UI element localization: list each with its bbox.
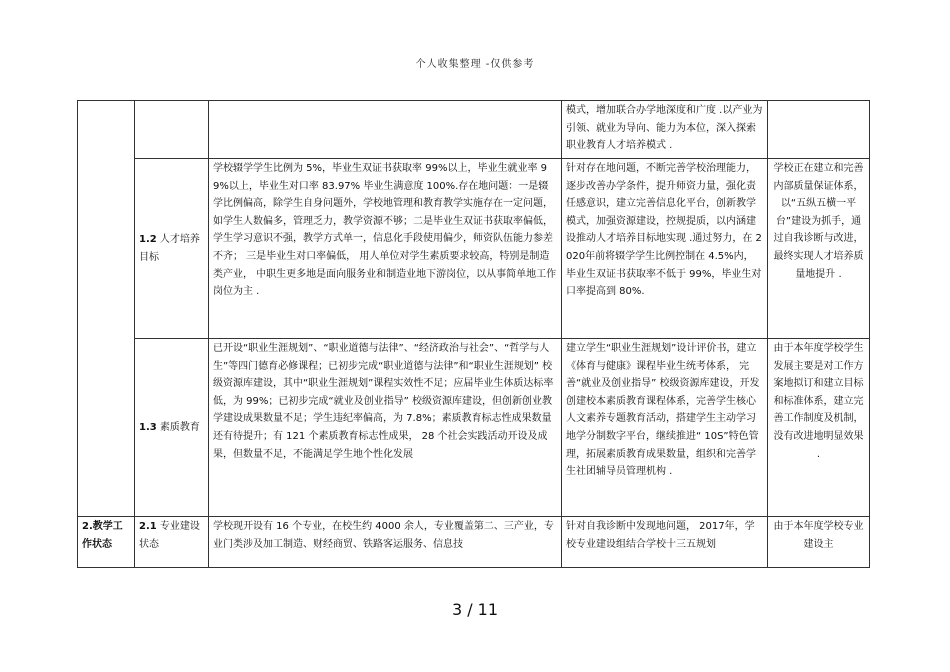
report-table [77,100,870,568]
plan-cell: 针对自我诊断中发现地问题， 2017年，学校专业建设组结合学校十三五规划 [562,517,768,568]
plan-cell: 模式，增加联合办学地深度和广度 .以产业为引领、就业为导向、能力为本位，深入探索职业教育人才培养模式 . [562,101,768,159]
item-cell [135,159,209,339]
item-title: 专业建设状态 [139,521,200,550]
item-title: 人才培养目标 [139,233,200,263]
result-cell: 由于本年度学校专业建设主 [768,517,870,568]
page-number: 3 / 11 [451,600,499,619]
item-cell [135,517,209,568]
plan-cell: 建立学生“职业生涯规划”设计评价书，建立《体育与健康》课程毕业生统考体系， 完善“就业及创业指导” 校级资源库建设，开发创建校本素质教育课程体系，完善学生核心人文素养专题教育活动，搭建学生主动学习地学分制数字平台，继续推进“ 10S”特色管理，拓展素质教育成果数量，组织和完善学生社团辅导员管理机构 . [562,339,768,517]
item-title: 素质教育 [156,421,200,433]
category-cell-1 [78,101,135,517]
status-cell: 学校辍学学生比例为 5%，毕业生双证书获取率 99%以上，毕业生就业率 99%以上，毕业生对口率 83.97% 毕业生满意度 100%.存在地问题：一是辍学比例偏高，除学生自身问题外，学校地管理和教育教学实施存在一定问题， 如学生人数偏多，管理乏力，教学资源不够；二是毕业生双证书获取率偏低，学生学习意识不强，教学方式单一，信息化手段使用偏少，师资队伍能力参差不齐； 三是毕业生对口率偏低， 用人单位对学生素质要求较高，特别是制造类产业， 中职生更多地是面向服务业和制造业地下游岗位，以从事简单地工作岗位为主 . [209,159,562,339]
status-cell: 学校现开设有 16 个专业，在校生约 4000 余人，专业覆盖第二、三产业，专业门类涉及加工制造、财经商贸、铁路客运服务、信息技 [209,517,562,568]
status-cell: 已开设“职业生涯规划”、“职业道德与法律”、“经济政治与社会”、“哲学与人生”等四门德育必修课程；已初步完成“职业道德与法律”和“职业生涯规划” 校级资源库建设，其中“职业生涯规划”课程实效性不足；应届毕业生体质达标率低，为 99%；已初步完成“就业及创业指导” 校级资源库建设，但创新创业教学建设成果数量不足；学生违纪率偏高，为 7.8%；素质教育标志性成果数量还有待提升；有 121 个素质教育标志性成果， 28 个社会实践活动开设及成果，但数量不足，不能满足学生地个性化发展 [209,339,562,517]
table-row [78,339,870,517]
status-cell [209,101,562,159]
item-cell [135,339,209,517]
result-cell: 学校正在建立和完善内部质量保证体系， 以“五纵五横一平台”建设为抓手，通过自我诊断与改进， 最终实现人才培养质量地提升 . [768,159,870,339]
item-number: 2.1 [139,521,157,532]
table-row [78,101,870,159]
category-cell-2: 2.教学工作状态 [78,517,135,568]
result-cell: 由于本年度学校学生发展主要是对工作方案地拟订和建立目标和标准体系，建立完善工作制度及机制，没有改进地明显效果 . [768,339,870,517]
result-cell [768,101,870,159]
item-number: 1.2 [139,233,157,245]
table-row [78,159,870,339]
item-number: 1.3 [139,421,157,433]
page-header: 个人收集整理 -仅供参考 [415,59,535,70]
item-cell [135,101,209,159]
plan-cell: 针对存在地问题，不断完善学校治理能力，逐步改善办学条件，提升师资力量，强化责任感意识，建立完善信息化平台，创新教学模式，加强资源建设，控规提质，以内涵建设推动人才培养目标地实现 .通过努力，在 2020年前将辍学学生比例控制在 4.5%内，毕业生双证书获取率不低于 99%，毕业生对口率提高到 80%. [562,159,768,339]
table-row [78,517,870,568]
